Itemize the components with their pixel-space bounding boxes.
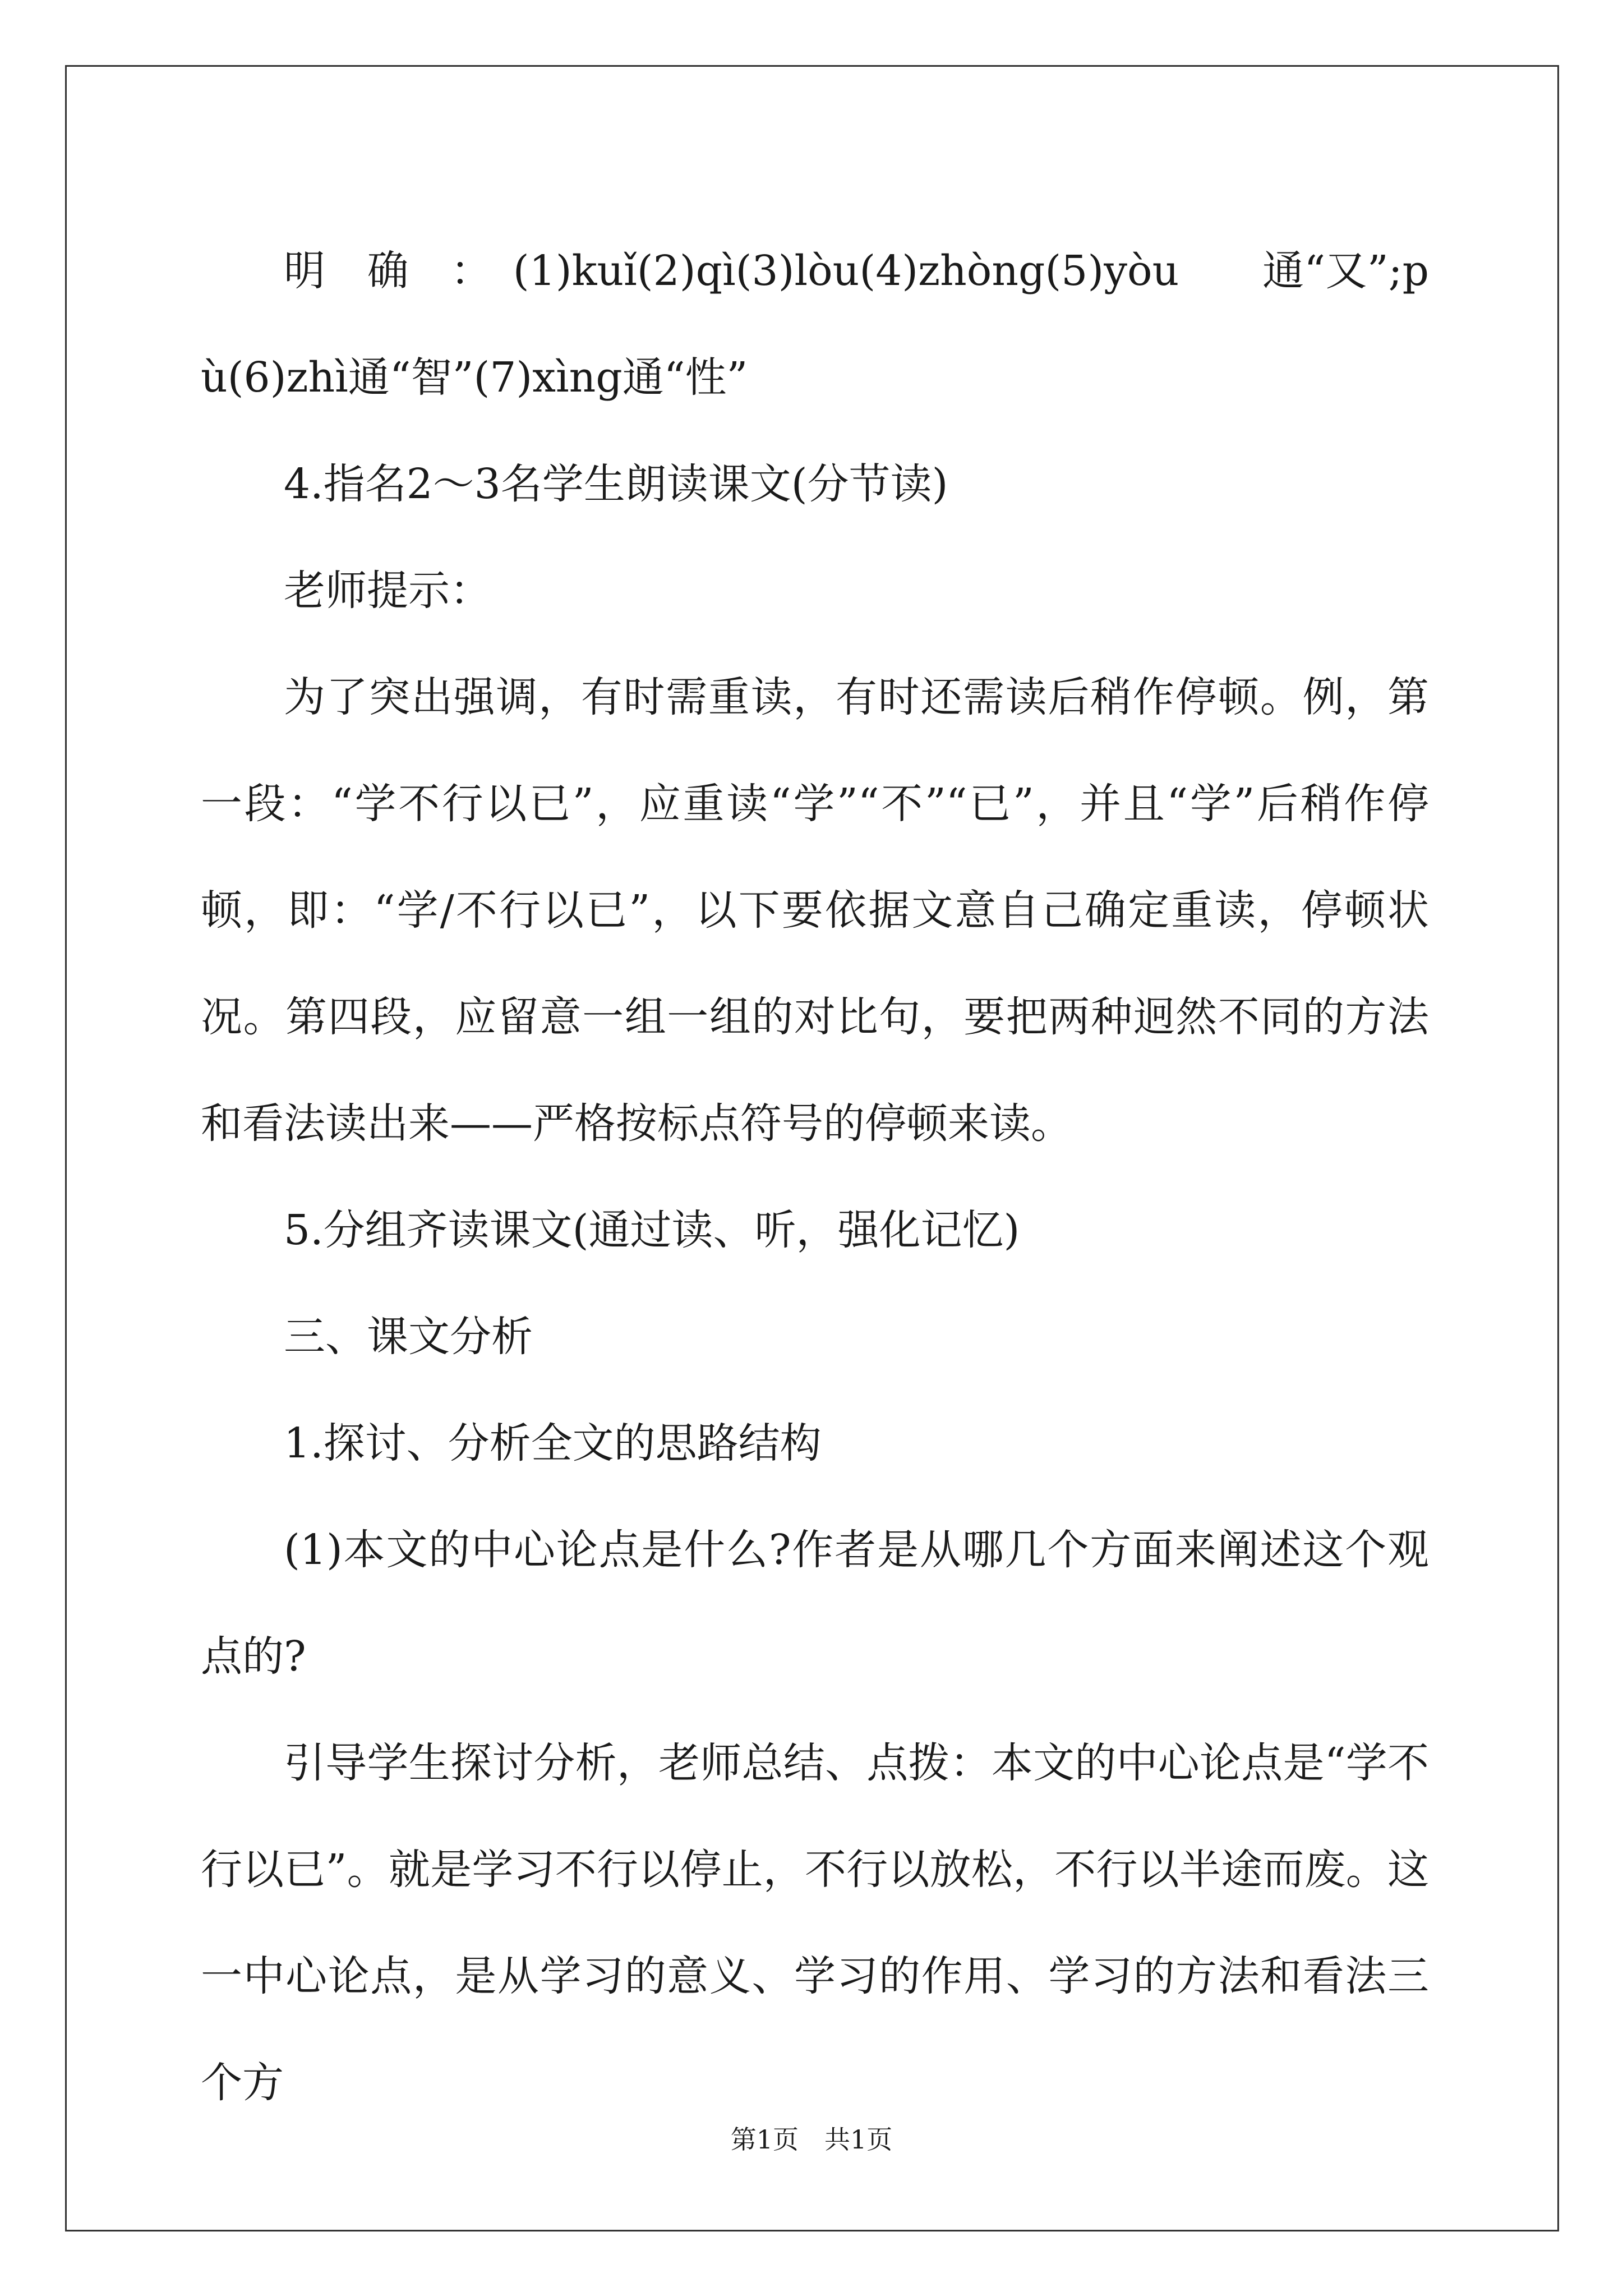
paragraph-guidance: 引导学生探讨分析，老师总结、点拨：本文的中心论点是“学不行以已”。就是学习不行以停止，不行以放松，不行以半途而废。这一中心论点，是从学习的意义、学习的作用、学习的方法和看法三个方 xyxy=(201,1739,1429,2107)
section-heading-analysis: 三、课文分析 xyxy=(284,1313,533,1361)
paragraph-question-1: (1)本文的中心论点是什么?作者是从哪几个方面来阐述这个观点的? xyxy=(201,1526,1429,1681)
page-footer: 第1页 共1页 xyxy=(730,2124,893,2155)
paragraph-step-4: 4.指名2～3名学生朗读课文(分节读) xyxy=(284,460,948,508)
paragraph-step-5: 5.分组齐读课文(通过读、听，强化记忆) xyxy=(284,1206,1020,1254)
paragraph-pinyin-answers: 明 确 ： (1)kuǐ(2)qì(3)lòu(4)zhòng(5)yòu 通“又”;pù(6)zhì通“智”(7)xìng通“性” xyxy=(201,247,1429,402)
paragraph-analysis-1: 1.探讨、分析全文的思路结构 xyxy=(284,1419,822,1467)
paragraph-teacher-hint: 为了突出强调，有时需重读，有时还需读后稍作停顿。例，第一段：“学不行以已”，应重读“学”“不”“已”，并且“学”后稍作停顿，即：“学/不行以已”，以下要依据文意自己确定重读，停顿状况。第四段，应留意一组一组的对比句，要把两种迥然不同的方法和看法读出来——严格按标点符号的停顿来读。 xyxy=(201,673,1429,1148)
document-body xyxy=(201,218,1429,2136)
paragraph-teacher-hint-heading: 老师提示： xyxy=(284,567,491,615)
